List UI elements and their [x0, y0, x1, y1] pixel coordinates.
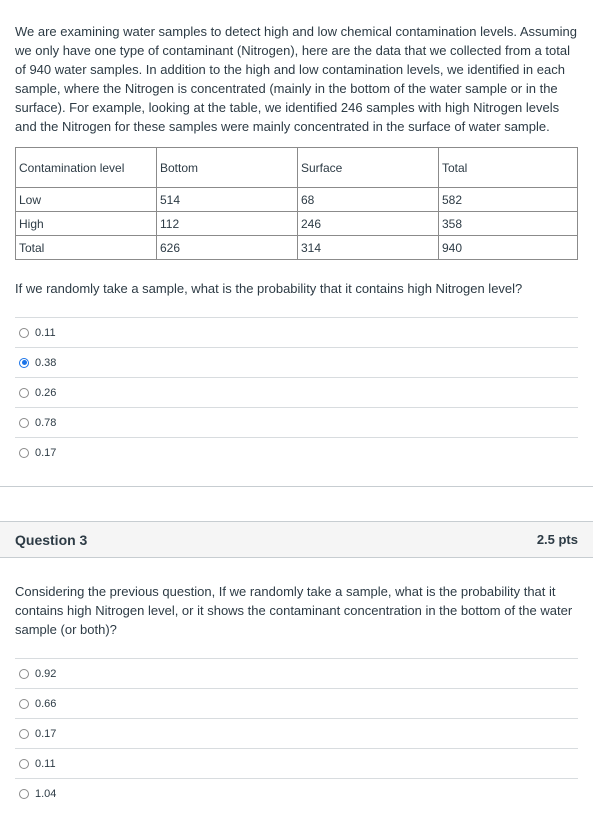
table-cell: 514 — [157, 188, 298, 212]
table-cell: 112 — [157, 212, 298, 236]
table-row — [16, 188, 578, 212]
answer-option[interactable] — [15, 748, 578, 778]
answer-option[interactable] — [15, 718, 578, 748]
answer-option[interactable] — [15, 658, 578, 688]
question-2-prompt: If we randomly take a sample, what is the probability that it contains high Nitrogen level? — [15, 281, 523, 296]
table-cell: 68 — [298, 188, 439, 212]
answer-option[interactable] — [15, 688, 578, 718]
question-3-header — [0, 521, 593, 558]
answer-label: 0.26 — [35, 386, 57, 399]
radio-button[interactable] — [19, 669, 29, 679]
section-divider — [0, 486, 593, 487]
table-cell: 626 — [157, 236, 298, 260]
question-2-intro: We are examining water samples to detect high and low chemical contamination levels. Assuming we only have one type of contaminant (Nitrogen), here are the data that we collected from a total of 940 water samples. In addition to the high and low contamination levels, we identified in each sample, where the Nitrogen is concentrated (mainly in the bottom of the water sample or in the surface). For example, looking at the table, we identified 246 samples with high Nitrogen levels and the Nitrogen for these samples were mainly concentrated in the surface of water sample. — [15, 24, 577, 134]
table-cell: 940 — [439, 236, 578, 260]
radio-button[interactable] — [19, 699, 29, 709]
table-header-cell: Surface — [298, 148, 439, 188]
answer-option[interactable] — [15, 377, 578, 407]
answer-label: 1.04 — [35, 787, 57, 800]
answer-label: 0.17 — [35, 727, 57, 740]
table-header-cell: Total — [439, 148, 578, 188]
question-3-answers — [15, 658, 578, 808]
answer-option[interactable] — [15, 778, 578, 808]
table-row — [16, 236, 578, 260]
radio-button[interactable] — [19, 759, 29, 769]
table-cell: Low — [16, 188, 157, 212]
table-cell: 358 — [439, 212, 578, 236]
table-cell: 582 — [439, 188, 578, 212]
radio-button[interactable] — [19, 418, 29, 428]
answer-label: 0.92 — [35, 667, 57, 680]
answer-label: 0.11 — [35, 757, 56, 770]
answer-option[interactable] — [15, 347, 578, 377]
answer-option[interactable] — [15, 437, 578, 467]
answer-option[interactable] — [15, 407, 578, 437]
table-header-row — [16, 148, 578, 188]
question-3-text: Considering the previous question, If we randomly take a sample, what is the probability that it contains high Nitrogen level, or it shows the contaminant concentration in the bottom of the water sample (or both)? — [15, 584, 573, 637]
answer-label: 0.78 — [35, 416, 57, 429]
question-2-answers — [15, 317, 578, 467]
table-header-cell: Bottom — [157, 148, 298, 188]
table-cell: 314 — [298, 236, 439, 260]
question-points: 2.5 pts — [536, 532, 578, 547]
radio-button[interactable] — [19, 448, 29, 458]
answer-label: 0.17 — [35, 446, 57, 459]
table-cell: 246 — [298, 212, 439, 236]
answer-label: 0.38 — [35, 356, 57, 369]
radio-button[interactable] — [19, 328, 29, 338]
radio-button[interactable] — [19, 388, 29, 398]
answer-option[interactable] — [15, 317, 578, 347]
table-header-cell: Contamination level — [16, 148, 157, 188]
table-cell: High — [16, 212, 157, 236]
question-title: Question 3 — [15, 531, 88, 548]
radio-button-selected[interactable] — [19, 358, 29, 368]
answer-label: 0.66 — [35, 697, 57, 710]
table-row — [16, 212, 578, 236]
contingency-table — [15, 147, 578, 260]
answer-label: 0.11 — [35, 326, 56, 339]
radio-button[interactable] — [19, 729, 29, 739]
table-cell: Total — [16, 236, 157, 260]
radio-button[interactable] — [19, 789, 29, 799]
